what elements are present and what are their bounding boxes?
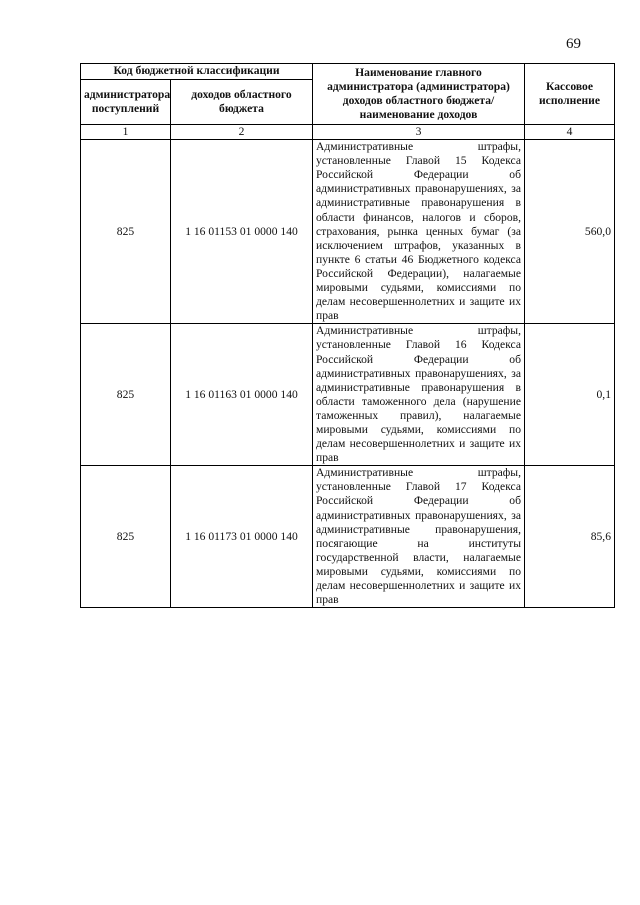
header-admin: администратора поступлений <box>81 80 171 125</box>
amount-cell: 0,1 <box>525 324 615 466</box>
column-number: 3 <box>313 125 525 140</box>
income-code-cell: 1 16 01173 01 0000 140 <box>171 466 313 608</box>
table-row <box>81 140 615 324</box>
budget-table <box>80 63 615 608</box>
table-row <box>81 466 615 608</box>
income-name-cell: Административные штрафы, установленные Главой 17 Кодекса Российской Федерации об административных правонарушениях, за административные правонарушения, посягающие на институты государственной власти, налагаемые мировыми судьями, комиссиями по делам несовершеннолетних и защите их прав <box>313 466 525 608</box>
column-number: 1 <box>81 125 171 140</box>
admin-code-cell: 825 <box>81 466 171 608</box>
page-number: 69 <box>566 36 581 52</box>
admin-code-cell: 825 <box>81 140 171 324</box>
header-row-1 <box>81 64 615 80</box>
income-code-cell: 1 16 01153 01 0000 140 <box>171 140 313 324</box>
amount-cell: 85,6 <box>525 466 615 608</box>
column-number: 2 <box>171 125 313 140</box>
amount-cell: 560,0 <box>525 140 615 324</box>
income-code-cell: 1 16 01163 01 0000 140 <box>171 324 313 466</box>
income-name-cell: Административные штрафы, установленные Главой 15 Кодекса Российской Федерации об административных правонарушениях, за административные правонарушения в области финансов, налогов и сборов, страхования, рынка ценных бумаг (за исключением штрафов, указанных в пункте 6 статьи 46 Бюджетного кодекса Российской Федерации), налагаемые мировыми судьями, комиссиями по делам несовершеннолетних и защите их прав <box>313 140 525 324</box>
header-cash-execution: Кассовое исполнение <box>525 64 615 125</box>
column-number-row <box>81 125 615 140</box>
column-number: 4 <box>525 125 615 140</box>
header-budget-classification: Код бюджетной классификации <box>81 64 313 80</box>
admin-code-cell: 825 <box>81 324 171 466</box>
header-income-code: доходов областного бюджета <box>171 80 313 125</box>
income-name-cell: Административные штрафы, установленные Главой 16 Кодекса Российской Федерации об административных правонарушениях, за административные правонарушения в области таможенного дела (нарушение таможенных правил), налагаемые мировыми судьями, комиссиями по делам несовершеннолетних и защите их прав <box>313 324 525 466</box>
header-name: Наименование главного администратора (администратора) доходов областного бюджета/ наименование доходов <box>313 64 525 125</box>
table-row <box>81 324 615 466</box>
